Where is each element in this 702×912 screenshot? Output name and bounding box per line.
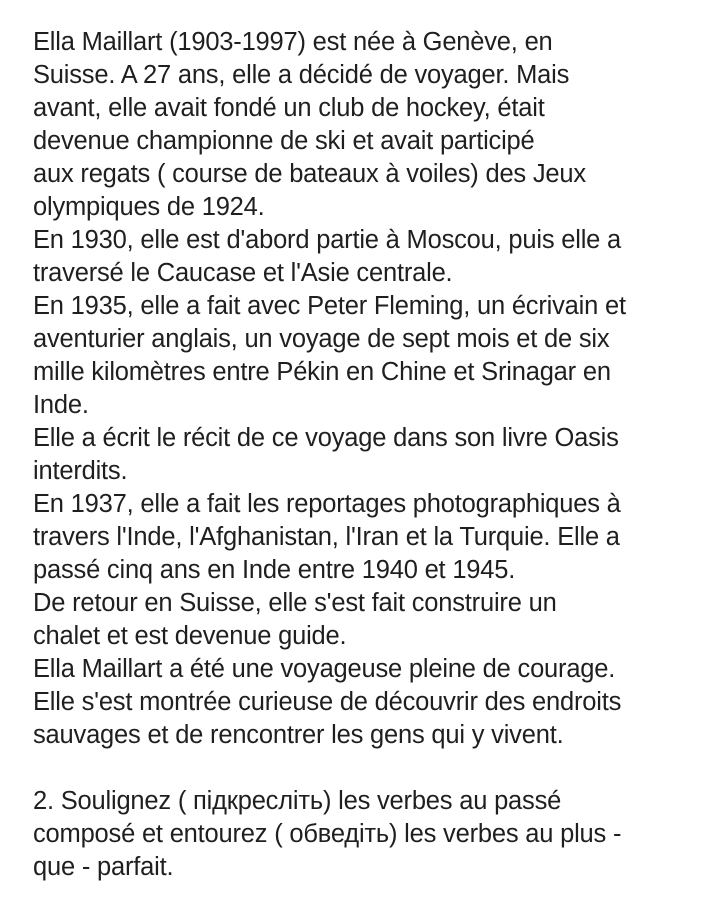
text-line: sauvages et de rencontrer les gens qui y vivent. [33, 721, 564, 749]
text-line: mille kilomètres entre Pékin en Chine et Srinagar en [33, 358, 611, 386]
text-line: chalet et est devenue guide. [33, 622, 347, 650]
text-line: Inde. [33, 391, 89, 419]
text-line: De retour en Suisse, elle s'est fait construire un [33, 589, 557, 617]
text-line: avant, elle avait fondé un club de hockey, était [33, 94, 545, 122]
text-line: passé cinq ans en Inde entre 1940 et 1945. [33, 556, 516, 584]
text-line: devenue championne de ski et avait participé [33, 127, 535, 155]
text-line: En 1937, elle a fait les reportages photographiques à [33, 490, 621, 518]
text-line: Suisse. A 27 ans, elle a décidé de voyager. Mais [33, 61, 570, 89]
text-line: Ella Maillart a été une voyageuse pleine de courage. [33, 655, 616, 683]
text-line: Elle a écrit le récit de ce voyage dans son livre Oasis [33, 424, 619, 452]
exercise-line: composé et entourez ( обведіть) les verbes au plus - [33, 820, 622, 848]
exercise-instructions [33, 785, 697, 884]
text-line: interdits. [33, 457, 128, 485]
paragraph-spacer [33, 752, 697, 785]
exercise-line: que - parfait. [33, 853, 174, 881]
text-line: En 1935, elle a fait avec Peter Fleming, un écrivain et [33, 292, 626, 320]
text-line: traversé le Caucase et l'Asie centrale. [33, 259, 453, 287]
exercise-line: 2. Soulignez ( підкресліть) les verbes au passé [33, 787, 562, 815]
text-line: olympiques de 1924. [33, 193, 265, 221]
text-body [33, 26, 697, 752]
text-line: travers l'Inde, l'Afghanistan, l'Iran et la Turquie. Elle a [33, 523, 620, 551]
document-page [33, 26, 697, 884]
text-line: En 1930, elle est d'abord partie à Moscou, puis elle a [33, 226, 622, 254]
text-line: aventurier anglais, un voyage de sept mois et de six [33, 325, 610, 353]
text-line: Ella Maillart (1903-1997) est née à Genève, en [33, 28, 553, 56]
text-line: aux regats ( course de bateaux à voiles) des Jeux [33, 160, 586, 188]
text-line: Elle s'est montrée curieuse de découvrir des endroits [33, 688, 622, 716]
